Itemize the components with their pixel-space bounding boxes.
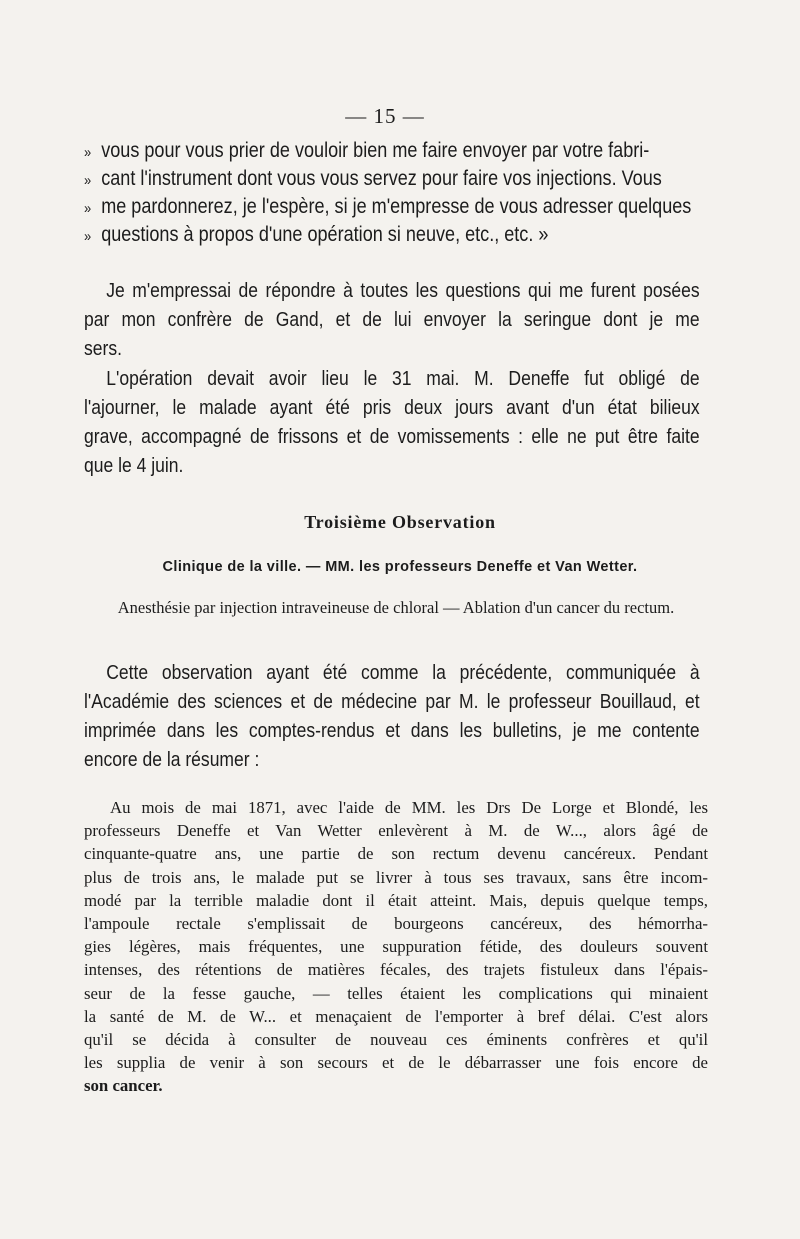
guillemet-mark: » <box>84 172 92 189</box>
paragraph-summary-intro <box>84 658 700 774</box>
section-heading: Troisième Observation <box>304 512 496 532</box>
paragraph-line: Je m'empressai de répondre à toutes les questions qui me furent posées <box>106 279 700 302</box>
quote-text: vous pour vous prier de vouloir bien me faire envoyer par votre fabri- <box>101 139 650 162</box>
page-number: — 15 — <box>345 104 425 128</box>
paragraph-line: plus de trois ans, le malade put se livrer à tous ses travaux, sans être incom- <box>84 867 708 887</box>
paragraph-line: imprimée dans les comptes-rendus et dans les bulletins, je me contente <box>84 719 700 742</box>
paragraph-line: sers. <box>84 337 122 360</box>
quote-text: questions à propos d'une opération si neuve, etc., etc. » <box>101 223 549 246</box>
paragraph-line: l'Académie des sciences et de médecine par M. le professeur Bouillaud, et <box>84 690 700 713</box>
guillemet-mark: » <box>84 144 92 161</box>
guillemet-mark: » <box>84 228 92 245</box>
quote-text: me pardonnerez, je l'espère, si je m'empresse de vous adresser quelques <box>101 195 692 218</box>
paragraph-line: intenses, des rétentions de matières fécales, des trajets fistuleux dans l'épais- <box>84 960 708 980</box>
quote-line <box>84 166 662 194</box>
paragraph-line: professeurs Deneffe et Van Wetter enlevèrent à M. de W..., alors âgé de <box>84 821 708 841</box>
paragraph-line: gies légères, mais fréquentes, une suppuration fétide, des douleurs souvent <box>84 937 708 957</box>
paragraph-line: Au mois de mai 1871, avec l'aide de MM. les Drs De Lorge et Blondé, les <box>110 798 708 817</box>
paragraph-operation-date <box>84 364 700 480</box>
paragraph-line: la santé de M. de W... et menaçaient de l'emporter à bref délai. C'est alors <box>84 1006 708 1026</box>
quote-line <box>84 222 617 250</box>
paragraph-line: qu'il se décida à consulter de nouveau ces éminents confrères et qu'il <box>84 1030 708 1050</box>
paragraph-line: les supplia de venir à son secours et de le débarrasser une fois encore de <box>84 1053 708 1073</box>
paragraph-line: L'opération devait avoir lieu le 31 mai. M. Deneffe fut obligé de <box>106 367 700 390</box>
paragraph-line: son cancer. <box>84 1076 163 1096</box>
quote-line <box>84 194 692 222</box>
paragraph-case-history <box>84 796 708 1098</box>
paragraph-line: l'ajourner, le malade ayant été pris deux jours avant d'un état bilieux <box>84 396 700 419</box>
observation-subtitle: Anesthésie par injection intraveineuse de chloral — Ablation d'un cancer du rectum. <box>117 598 675 617</box>
paragraph-line: l'ampoule rectale s'emplissait de bourgeons cancéreux, des hémorrha- <box>84 914 708 934</box>
paragraph-line: encore de la résumer : <box>84 748 260 771</box>
paragraph-line: cinquante-quatre ans, une partie de son rectum devenu cancéreux. Pendant <box>84 844 708 864</box>
quote-line <box>84 138 650 166</box>
clinic-attribution: Clinique de la ville. — MM. les professeurs Deneffe et Van Wetter. <box>162 559 638 575</box>
paragraph-reply <box>84 276 700 363</box>
paragraph-line: par mon confrère de Gand, et de lui envoyer la seringue dont je me <box>84 308 700 331</box>
quoted-letter <box>84 138 704 250</box>
paragraph-line: grave, accompagné de frissons et de vomissements : elle ne put être faite <box>84 425 700 448</box>
paragraph-line: modé par la terrible maladie dont il était atteint. Mais, depuis quelque temps, <box>84 890 708 910</box>
guillemet-mark: » <box>84 200 92 217</box>
paragraph-line: Cette observation ayant été comme la précédente, communiquée à <box>106 661 700 684</box>
quote-text: cant l'instrument dont vous vous servez pour faire vos injections. Vous <box>101 167 662 190</box>
paragraph-line: seur de la fesse gauche, — telles étaient les complications qui minaient <box>84 983 708 1003</box>
paragraph-line: que le 4 juin. <box>84 454 184 477</box>
